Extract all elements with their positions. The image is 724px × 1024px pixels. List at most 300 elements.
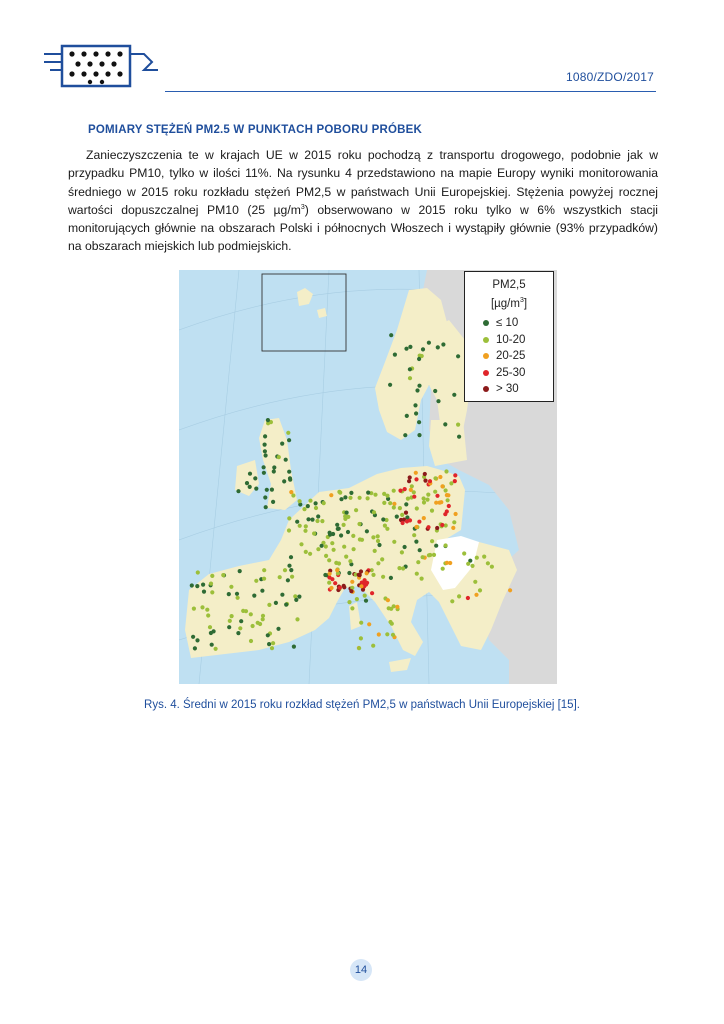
station-dot (371, 535, 375, 539)
station-dot (315, 519, 319, 523)
station-dot (294, 598, 298, 602)
station-dot (338, 491, 342, 495)
station-dot (372, 510, 376, 514)
station-dot (342, 584, 346, 588)
station-dot (289, 490, 293, 494)
station-dot (389, 333, 393, 337)
station-dot (443, 512, 447, 516)
station-dot (408, 518, 412, 522)
station-dot (446, 493, 450, 497)
station-dot (417, 520, 421, 524)
station-dot (400, 550, 404, 554)
station-dot (462, 551, 466, 555)
station-dot (417, 420, 421, 424)
station-dot (404, 511, 408, 515)
station-dot (408, 376, 412, 380)
station-dot (365, 529, 369, 533)
station-dot (278, 575, 282, 579)
station-dot (435, 494, 439, 498)
station-dot (454, 512, 458, 516)
station-dot (266, 418, 270, 422)
station-dot (482, 555, 486, 559)
station-dot (297, 595, 301, 599)
station-dot (320, 544, 324, 548)
station-dot (385, 632, 389, 636)
station-dot (443, 422, 447, 426)
figure-caption: Rys. 4. Średni w 2015 roku rozkład stężeń PM2,5 w państwach Unii Europejskiej [15]. (144, 699, 580, 711)
station-dot (252, 594, 256, 598)
station-dot (414, 411, 418, 415)
station-dot (435, 526, 439, 530)
station-dot (381, 575, 385, 579)
station-dot (376, 539, 380, 543)
station-dot (391, 633, 395, 637)
legend-item (483, 315, 553, 332)
station-dot (190, 583, 194, 587)
station-dot (382, 492, 386, 496)
station-dot (314, 506, 318, 510)
station-dot (425, 498, 429, 502)
station-dot (377, 632, 381, 636)
station-dot (421, 347, 425, 351)
station-dot (339, 497, 343, 501)
station-dot (329, 493, 333, 497)
station-dot (330, 577, 334, 581)
station-dot (210, 574, 214, 578)
station-dot (270, 646, 274, 650)
section-title: POMIARY STĘŻEŃ PM2.5 W PUNKTACH POBORU PRÓBEK (88, 124, 423, 136)
station-dot (342, 545, 346, 549)
station-dot (254, 487, 258, 491)
station-dot (409, 488, 413, 492)
station-dot (327, 558, 331, 562)
station-dot (400, 513, 404, 517)
body-paragraph (68, 146, 658, 256)
station-dot (430, 539, 434, 543)
station-dot (398, 506, 402, 510)
station-dot (195, 638, 199, 642)
station-dot (440, 523, 444, 527)
station-dot (416, 560, 420, 564)
station-dot (287, 564, 291, 568)
station-dot (444, 488, 448, 492)
station-dot (349, 491, 353, 495)
station-dot (357, 646, 361, 650)
station-dot (254, 579, 258, 583)
station-dot (248, 485, 252, 489)
station-dot (367, 622, 371, 626)
station-dot (398, 489, 402, 493)
legend-unit (465, 293, 553, 312)
legend-unit-suffix: ] (523, 297, 528, 310)
station-dot (414, 540, 418, 544)
station-dot (403, 545, 407, 549)
station-dot (457, 435, 461, 439)
station-dot (427, 341, 431, 345)
station-dot (295, 617, 299, 621)
station-dot (263, 495, 267, 499)
station-dot (389, 576, 393, 580)
station-dot (205, 608, 209, 612)
station-dot (359, 584, 363, 588)
station-dot (347, 600, 351, 604)
station-dot (475, 556, 479, 560)
station-dot (347, 571, 351, 575)
document-number: 1080/ZDO/2017 (566, 70, 654, 84)
station-dot (210, 643, 214, 647)
station-dot (200, 605, 204, 609)
station-dot (286, 431, 290, 435)
legend-swatch (483, 370, 489, 376)
station-dot (359, 569, 363, 573)
station-dot (327, 581, 331, 585)
station-dot (238, 569, 242, 573)
station-dot (406, 497, 410, 501)
station-dot (253, 476, 257, 480)
station-dot (277, 455, 281, 459)
station-dot (438, 475, 442, 479)
station-dot (249, 612, 253, 616)
station-dot (286, 578, 290, 582)
station-dot (264, 453, 268, 457)
station-dot (392, 489, 396, 493)
station-dot (265, 488, 269, 492)
legend-item (483, 364, 553, 381)
station-dot (290, 575, 294, 579)
station-dot (260, 589, 264, 593)
station-dot (334, 561, 338, 565)
station-dot (312, 531, 316, 535)
station-dot (343, 514, 347, 518)
station-dot (238, 626, 242, 630)
station-dot (366, 491, 370, 495)
station-dot (420, 577, 424, 581)
station-dot (408, 475, 412, 479)
station-dot (392, 505, 396, 509)
station-dot (397, 566, 401, 570)
legend-item (483, 381, 553, 398)
station-dot (436, 399, 440, 403)
station-dot (258, 622, 262, 626)
station-dot (426, 493, 430, 497)
station-dot (415, 572, 419, 576)
station-dot (392, 502, 396, 506)
station-dot (490, 565, 494, 569)
station-dot (266, 633, 270, 637)
station-dot (227, 592, 231, 596)
legend-title: PM2,5 (492, 279, 526, 291)
station-dot (298, 524, 302, 528)
station-dot (417, 384, 421, 388)
station-dot (331, 532, 335, 536)
station-dot (433, 389, 437, 393)
legend-label: > 30 (496, 383, 519, 396)
station-dot (430, 509, 434, 513)
station-dot (456, 354, 460, 358)
station-dot (248, 472, 252, 476)
station-dot (473, 580, 477, 584)
station-dot (357, 522, 361, 526)
station-dot (221, 573, 225, 577)
station-dot (407, 479, 411, 483)
station-dot (447, 504, 451, 508)
station-dot (195, 584, 199, 588)
station-dot (377, 543, 381, 547)
station-dot (444, 469, 448, 473)
station-dot (342, 523, 346, 527)
legend-label: 20-25 (496, 350, 526, 363)
station-dot (261, 614, 265, 618)
station-dot (236, 596, 240, 600)
station-dot (390, 622, 394, 626)
legend-label: 10-20 (496, 333, 526, 346)
station-dot (324, 544, 328, 548)
station-dot (262, 465, 266, 469)
map-legend (464, 271, 554, 402)
station-dot (408, 367, 412, 371)
station-dot (478, 588, 482, 592)
station-dot (445, 561, 449, 565)
station-dot (288, 478, 292, 482)
station-dot (371, 644, 375, 648)
station-dot (263, 449, 267, 453)
station-dot (308, 552, 312, 556)
station-dot (350, 606, 354, 610)
station-dot (421, 555, 425, 559)
legend-swatch (483, 320, 489, 326)
station-dot (236, 631, 240, 635)
station-dot (346, 530, 350, 534)
legend-unit-sup: 3 (519, 297, 524, 304)
station-dot (423, 472, 427, 476)
station-dot (263, 443, 267, 447)
station-dot (287, 516, 291, 520)
station-dot (227, 625, 231, 629)
station-dot (433, 476, 437, 480)
station-dot (345, 511, 349, 515)
station-dot (264, 505, 268, 509)
station-dot (299, 542, 303, 546)
station-dot (415, 388, 419, 392)
station-dot (267, 603, 271, 607)
station-dot (385, 527, 389, 531)
station-dot (440, 484, 444, 488)
paragraph-part-a: Zanieczyszczenia te w krajach UE w 2015 roku pochodzą z transportu drogowego, podobnie jak w przypadku PM10, tylko w ilości 11%. Na rysunku 4 przedstawiono na mapie Europy wyniki monitorowania średniego w 2015 roku rozkładu stężeń PM2,5 w państwach Unii Europejskiej. Stężenia powyżej rocznej wartości dopuszczalnej PM10 (25 µg/m (68, 148, 658, 217)
station-dot (267, 642, 271, 646)
station-dot (308, 499, 312, 503)
station-dot (386, 598, 390, 602)
legend-swatch (483, 386, 489, 392)
station-dot (284, 458, 288, 462)
station-dot (434, 544, 438, 548)
station-dot (364, 599, 368, 603)
station-dot (450, 599, 454, 603)
station-dot (239, 619, 243, 623)
station-dot (272, 465, 276, 469)
station-dot (486, 561, 490, 565)
station-dot (373, 493, 377, 497)
station-dot (316, 547, 320, 551)
station-dot (251, 624, 255, 628)
station-dot (422, 516, 426, 520)
station-dot (235, 592, 239, 596)
station-dot (245, 481, 249, 485)
legend-swatch (483, 353, 489, 359)
station-dot (324, 554, 328, 558)
station-dot (453, 473, 457, 477)
station-dot (280, 593, 284, 597)
legend-unit-prefix: [µg/m (490, 297, 520, 310)
baltics-land (429, 420, 467, 466)
station-dot (414, 477, 418, 481)
station-dot (417, 357, 421, 361)
station-dot (441, 342, 445, 346)
station-dot (408, 345, 412, 349)
station-dot (328, 572, 332, 576)
station-dot (280, 442, 284, 446)
station-dot (316, 514, 320, 518)
station-dot (249, 639, 253, 643)
station-dot (298, 499, 302, 503)
station-dot (350, 580, 354, 584)
station-dot (320, 519, 324, 523)
station-dot (403, 487, 407, 491)
station-dot (270, 488, 274, 492)
station-dot (441, 567, 445, 571)
station-dot (343, 495, 347, 499)
station-dot (444, 543, 448, 547)
station-dot (395, 515, 399, 519)
station-dot (272, 469, 276, 473)
station-dot (426, 525, 430, 529)
station-dot (262, 568, 266, 572)
station-dot (427, 553, 431, 557)
station-dot (456, 423, 460, 427)
station-dot (453, 479, 457, 483)
station-dot (474, 593, 478, 597)
station-dot (274, 601, 278, 605)
legend-list (483, 315, 553, 398)
station-dot (414, 525, 418, 529)
station-dot (376, 561, 380, 565)
paragraph-superscript: 3 (300, 203, 305, 211)
station-dot (366, 496, 370, 500)
station-dot (314, 501, 318, 505)
station-dot (423, 479, 427, 483)
station-dot (335, 523, 339, 527)
station-dot (304, 550, 308, 554)
station-dot (410, 484, 414, 488)
station-dot (376, 534, 380, 538)
station-dot (365, 571, 369, 575)
station-dot (191, 635, 195, 639)
station-dot (210, 590, 214, 594)
legend-item (483, 331, 553, 348)
station-dot (457, 594, 461, 598)
station-dot (358, 537, 362, 541)
station-dot (262, 577, 266, 581)
station-dot (287, 470, 291, 474)
station-dot (349, 589, 353, 593)
station-dot (337, 527, 341, 531)
station-dot (209, 631, 213, 635)
station-dot (228, 619, 232, 623)
station-dot (452, 393, 456, 397)
station-dot (354, 508, 358, 512)
station-dot (389, 607, 393, 611)
header-divider (165, 91, 656, 92)
station-dot (508, 588, 512, 592)
station-dot (306, 504, 310, 508)
station-dot (229, 585, 233, 589)
station-dot (403, 433, 407, 437)
station-dot (196, 570, 200, 574)
station-dot (358, 496, 362, 500)
station-dot (262, 471, 266, 475)
station-dot (271, 641, 275, 645)
station-dot (304, 524, 308, 528)
station-dot (428, 479, 432, 483)
station-dot (422, 496, 426, 500)
station-dot (276, 627, 280, 631)
station-dot (244, 609, 248, 613)
station-dot (206, 613, 210, 617)
station-dot (395, 605, 399, 609)
station-dot (436, 345, 440, 349)
station-dot (355, 597, 359, 601)
station-dot (452, 520, 456, 524)
station-dot (344, 555, 348, 559)
station-dot (470, 564, 474, 568)
station-dot (289, 555, 293, 559)
station-dot (412, 495, 416, 499)
station-dot (404, 347, 408, 351)
station-dot (438, 501, 442, 505)
station-dot (302, 507, 306, 511)
station-dot (282, 479, 286, 483)
station-dot (202, 590, 206, 594)
station-dot (335, 568, 339, 572)
station-dot (449, 481, 453, 485)
legend-label: ≤ 10 (496, 317, 519, 330)
station-dot (363, 578, 367, 582)
station-dot (287, 438, 291, 442)
station-dot (306, 517, 310, 521)
station-dot (433, 490, 437, 494)
station-dot (417, 433, 421, 437)
station-dot (466, 562, 470, 566)
station-dot (352, 547, 356, 551)
station-dot (393, 353, 397, 357)
station-dot (338, 586, 342, 590)
station-dot (348, 559, 352, 563)
station-dot (415, 506, 419, 510)
station-dot (192, 607, 196, 611)
station-dot (373, 549, 377, 553)
station-dot (295, 520, 299, 524)
station-dot (401, 566, 405, 570)
station-dot (329, 586, 333, 590)
station-dot (370, 591, 374, 595)
station-dot (413, 403, 417, 407)
logo-icon (40, 40, 160, 96)
station-dot (292, 645, 296, 649)
station-dot (414, 471, 418, 475)
station-dot (214, 647, 218, 651)
page-number: 14 (350, 959, 372, 981)
station-dot (363, 594, 367, 598)
station-dot (392, 540, 396, 544)
